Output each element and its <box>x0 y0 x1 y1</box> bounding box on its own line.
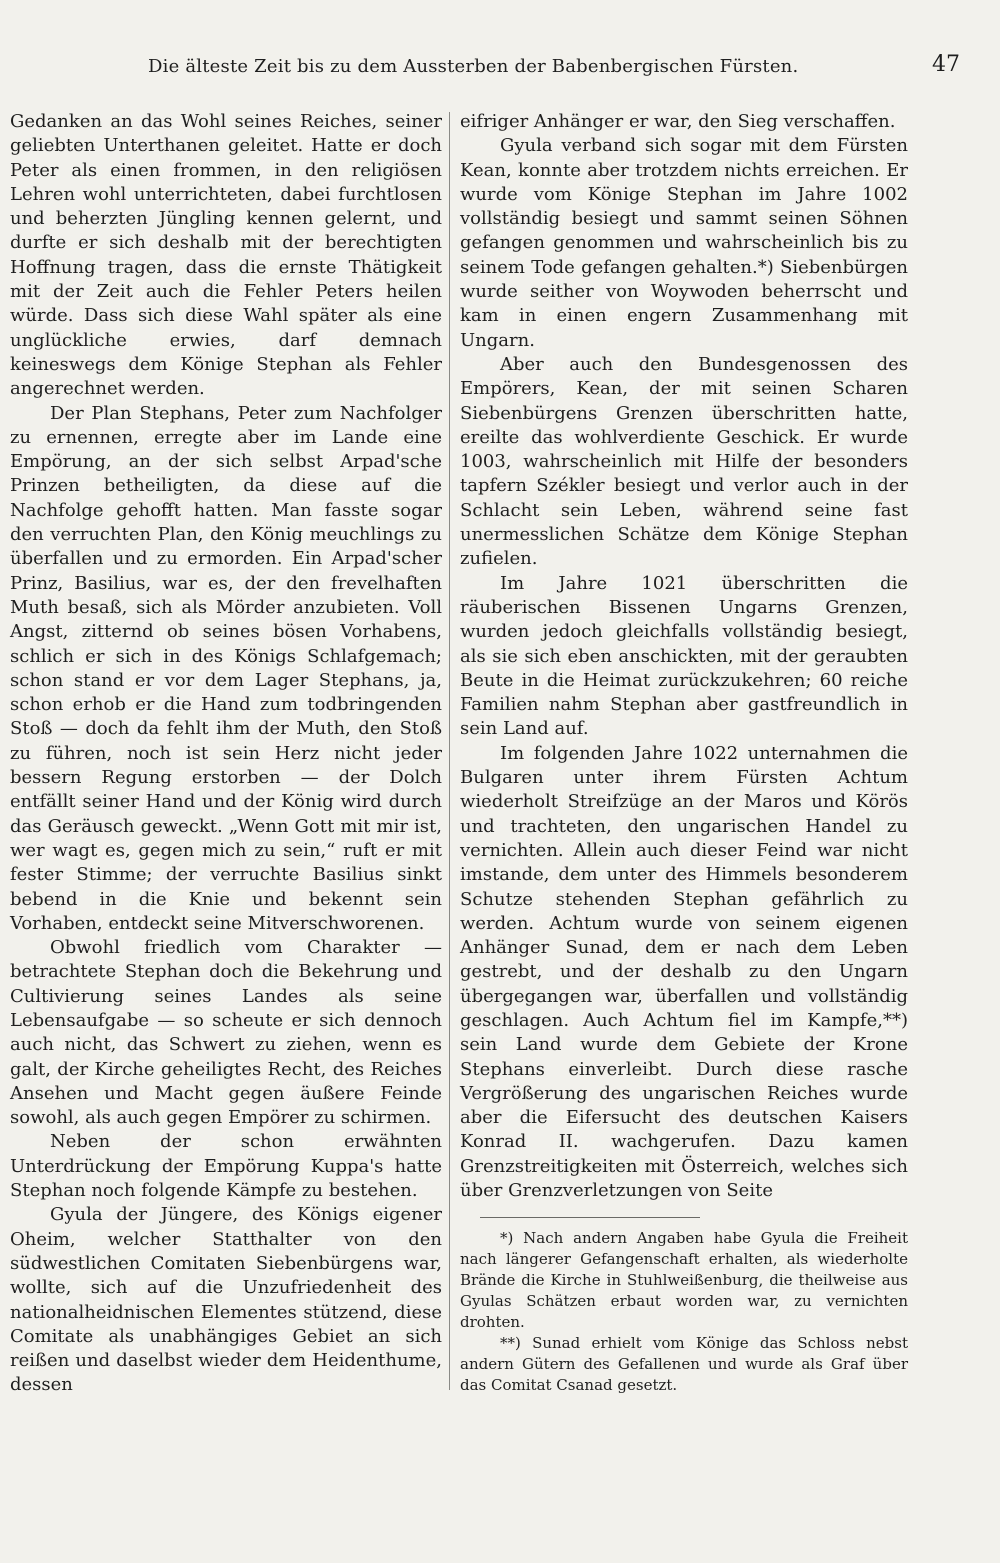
footnotes <box>460 1228 908 1396</box>
page-header <box>40 44 960 84</box>
paragraph: Gyula verband sich sogar mit dem Fürsten Kean, konnte aber trotzdem nichts erreichen. Er wurde vom Könige Stephan im Jahre 1002 vollständig besiegt und sammt seinen Söhnen gefangen genommen und wahrscheinlich bis zu seinem Tode gefangen gehalten.*) Siebenbürgen wurde seither von Woywoden beherrscht und kam in einen engern Zusammenhang mit Ungarn. <box>460 135 908 351</box>
paragraph: Neben der schon erwähnten Unterdrückung der Empörung Kuppa's hatte Stephan noch folgende Kämpfe zu bestehen. <box>10 1131 442 1202</box>
footnote: *) Nach andern Angaben habe Gyula die Freiheit nach längerer Gefangenschaft erhalten, als wiederholte Brände die Kirche in Stuhlweißenburg, die theilweise aus Gyulas Schätzen erbaut worden war, zu vernichten drohten. <box>460 1229 908 1332</box>
paragraph: Obwohl friedlich vom Charakter — betrachtete Stephan doch die Bekehrung und Cultivierung seines Landes als seine Lebensaufgabe — so scheute er sich dennoch auch nicht, das Schwert zu ziehen, wenn es galt, der Kirche geheiligtes Recht, des Reiches Ansehen und Macht gegen äußere Feinde sowohl, als auch gegen Empörer zu schirmen. <box>10 937 442 1129</box>
column-divider <box>449 112 450 1390</box>
paragraph: Im folgenden Jahre 1022 unternahmen die Bulgaren unter ihrem Fürsten Achtum wiederholt Streifzüge an der Maros und Körös und trachteten, den ungarischen Handel zu vernichten. Allein auch dieser Feind war nicht imstande, dem unter des Himmels besonderem Schutze stehenden Stephan gefährlich zu werden. Achtum wurde von seinem eigenen Anhänger Sunad, dem er nach dem Leben gestrebt, und der deshalb zu den Ungarn übergegangen war, überfallen und vollständig geschlagen. Auch Achtum fiel im Kampfe,**) sein Land wurde dem Gebiete der Krone Stephans einverleibt. Durch diese rasche Vergrößerung des ungarischen Reiches wurde aber die Eifersucht des deutschen Kaisers Konrad II. wachgerufen. Dazu kamen Grenzstreitigkeiten mit Österreich, welches sich über Grenzverletzungen von Seite <box>460 742 908 1202</box>
paragraph: eifriger Anhänger er war, den Sieg verschaffen. <box>460 111 896 132</box>
paragraph: Im Jahre 1021 überschritten die räuberischen Bissenen Ungarns Grenzen, wurden jedoch gleichfalls vollständig besiegt, als sie sich eben anschickten, mit der geraubten Beute in die Heimat zurückzukehren; 60 reiche Familien nahm Stephan aber gastfreundlich in sein Land auf. <box>460 572 908 740</box>
page-number: 47 <box>932 52 960 77</box>
paragraph: Gyula der Jüngere, des Königs eigener Oheim, welcher Statthalter von den südwestlichen Comitaten Siebenbürgens war, wollte, sich auf die Unzufriedenheit des nationalheidnischen Elementes stützend, diese Comitate als unabhängiges Gebiet an sich reißen und daselbst wieder dem Heidenthume, dessen <box>10 1204 442 1396</box>
paragraph: Aber auch den Bundesgenossen des Empörers, Kean, der mit seinen Scharen Siebenbürgens Grenzen überschritten hatte, ereilte das wohlverdiente Geschick. Er wurde 1003, wahrscheinlich mit Hilfe der besonders tapfern Székler besiegt und verlor auch in der Schlacht sein Leben, während seine fast unermesslichen Schätze dem Könige Stephan zufielen. <box>460 353 908 570</box>
right-column <box>460 110 908 1396</box>
footnote: **) Sunad erhielt vom Könige das Schloss nebst andern Gütern des Gefallenen und wurde als Graf über das Comitat Csanad gesetzt. <box>460 1334 908 1395</box>
paragraph: Gedanken an das Wohl seines Reiches, seiner geliebten Unterthanen geleitet. Hatte er doch Peter als einen frommen, in den religiösen Lehren wohl unterrichteten, dabei furchtlosen und beherzten Jüngling kennen gelernt, und durfte er sich deshalb mit der berechtigten Hoffnung tragen, dass die ernste Thätigkeit mit der Zeit auch die Fehler Peters heilen würde. Dass sich diese Wahl später als eine unglückliche erwies, darf demnach keineswegs dem Könige Stephan als Fehler angerechnet werden. <box>10 111 442 400</box>
footnote-rule <box>480 1217 700 1218</box>
left-column <box>10 110 442 1398</box>
paragraph: Der Plan Stephans, Peter zum Nachfolger zu ernennen, erregte aber im Lande eine Empörung, an der sich selbst Arpad'sche Prinzen betheiligten, da diese auf die Nachfolge gehofft hatten. Man fasste sogar den verruchten Plan, den König meuchlings zu überfallen und zu ermorden. Ein Arpad'scher Prinz, Basilius, war es, der den frevelhaften Muth besaß, sich als Mörder anzubieten. Voll Angst, zitternd ob seines bösen Vorhabens, schlich er sich in des Königs Schlafgemach; schon stand er vor dem Lager Stephans, ja, schon erhob er die Hand zum todbringenden Stoß — doch da fehlt ihm der Muth, den Stoß zu führen, noch ist sein Herz nicht jeder bessern Regung erstorben — der Dolch entfällt seiner Hand und der König wird durch das Geräusch geweckt. „Wenn Gott mit mir ist, wer wagt es, gegen mich zu sein,“ ruft er mit fester Stimme; der verruchte Basilius sinkt bebend in die Knie und bekennt sein Vorhaben, entdeckt seine Mitverschworenen. <box>10 402 442 934</box>
running-title: Die älteste Zeit bis zu dem Aussterben der Babenbergischen Fürsten. <box>148 56 799 77</box>
